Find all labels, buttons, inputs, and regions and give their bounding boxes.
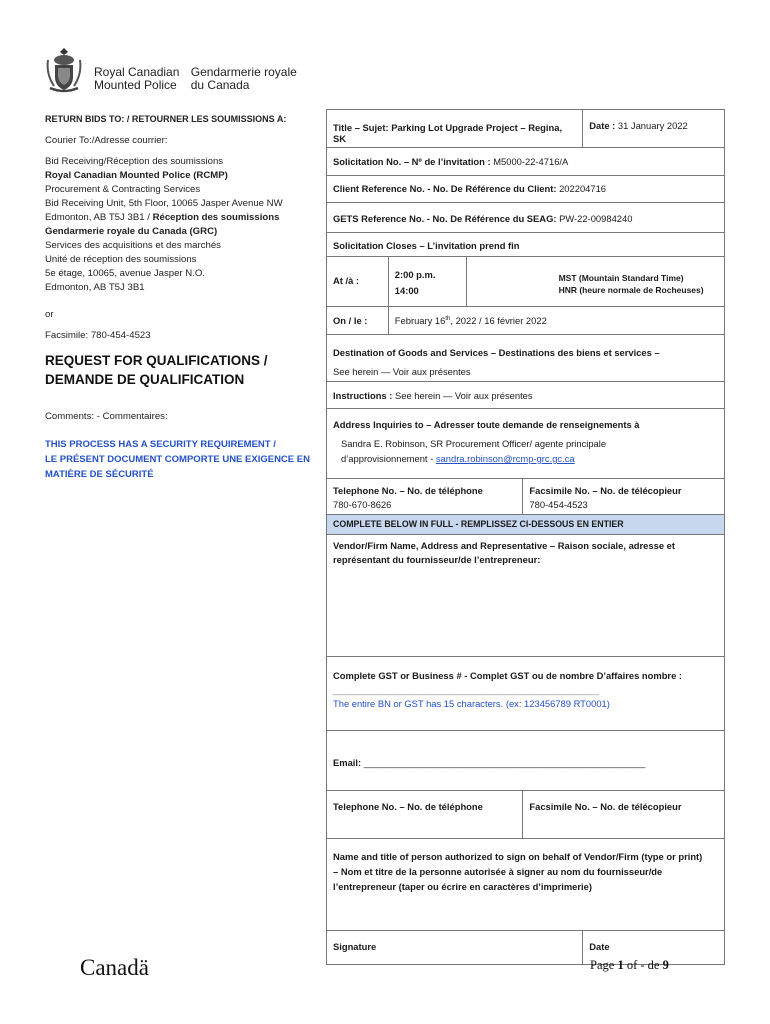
return-address xyxy=(45,155,315,295)
signature-field[interactable]: Signature xyxy=(327,931,583,965)
client-reference-value: 202204716 xyxy=(559,183,607,194)
address-line-text: Bid Receiving/Réception des soumissions xyxy=(45,156,224,167)
email-input-line[interactable]: ______________________________________________________ xyxy=(363,757,646,768)
facsimile-cell xyxy=(523,479,725,515)
instructions-cell xyxy=(327,382,725,409)
address-line xyxy=(45,183,315,197)
rfq-title-line2: DEMANDE DE QUALIFICATION xyxy=(45,372,245,387)
on-label: On / le : xyxy=(327,307,389,335)
address-line-text: Procurement & Contracting Services xyxy=(45,184,201,195)
gst-label: Complete GST or Business # - Complet GST ou de nombre D’affaires nombre : xyxy=(333,670,683,681)
page-current: 1 xyxy=(617,958,624,972)
address-line xyxy=(45,197,315,211)
closing-date-cell xyxy=(388,307,724,335)
closing-date-suffix: th xyxy=(445,315,451,322)
authorized-person-field[interactable]: Name and title of person authorized to sign on behalf of Vendor/Firm (type or print) – Nom et titre de la personne autorisée à signer au nom du fournisseur/de l’entrepreneur (taper ou écrire en caractères d’imprimerie) xyxy=(327,839,725,931)
security-line1: THIS PROCESS HAS A SECURITY REQUIREMENT / xyxy=(45,439,276,450)
return-bids-heading: RETURN BIDS TO: / RETOURNER LES SOUMISSIONS A: xyxy=(45,114,287,124)
gets-reference-value: PW-22-00984240 xyxy=(559,213,633,224)
solicitation-closes-label: Solicitation Closes – L’invitation prend fin xyxy=(327,233,725,257)
client-reference-label: Client Reference No. - No. De Référence du Client: xyxy=(333,183,557,194)
client-reference-cell xyxy=(327,176,725,203)
facsimile-value: 780-454-4523 xyxy=(529,499,588,510)
gst-hint: The entire BN or GST has 15 characters. (ex: 123456789 RT0001) xyxy=(333,698,610,709)
security-line3: MATIÈRE DE SÉCURITÉ xyxy=(45,469,154,480)
telephone-value: 780-670-8626 xyxy=(333,499,392,510)
gets-reference-label: GETS Reference No. - No. De Référence du SEAG: xyxy=(333,213,557,224)
organization-name xyxy=(94,66,305,91)
rfq-title-line1: REQUEST FOR QUALIFICATIONS / xyxy=(45,353,268,368)
solicitation-value: M5000-22-4716/A xyxy=(493,156,569,167)
security-requirement-notice xyxy=(45,437,315,482)
time-zone-fr: HNR (heure normale de Rocheuses) xyxy=(558,285,704,295)
solicitation-label: Solicitation No. – Nº de l’invitation : xyxy=(333,156,491,167)
address-line xyxy=(45,211,315,225)
or-label: or xyxy=(45,309,54,320)
email-cell xyxy=(327,731,725,791)
time-zone-en: MST (Mountain Standard Time) xyxy=(558,273,684,283)
address-line xyxy=(45,155,315,169)
date-cell xyxy=(583,110,725,148)
address-line xyxy=(45,225,315,239)
address-line xyxy=(45,267,315,281)
address-line-text: Edmonton, AB T5J 3B1 / xyxy=(45,212,153,223)
address-line-suffix: Réception des soumissions xyxy=(152,212,280,223)
org-name-en-line1: Royal Canadian xyxy=(94,65,180,79)
vendor-name-field[interactable]: Vendor/Firm Name, Address and Representative – Raison sociale, adresse et représentant du fournisseur/de l’entrepreneur: xyxy=(327,535,725,657)
closing-date-part1: February 16 xyxy=(394,315,446,326)
security-line2: LE PRÉSENT DOCUMENT COMPORTE UNE EXIGENCE EN xyxy=(45,454,310,465)
closing-time-cell xyxy=(388,257,466,307)
facsimile-label: Facsimile: 780-454-4523 xyxy=(45,330,151,341)
address-line-text: Gendarmerie royale du Canada (GRC) xyxy=(45,226,218,237)
at-label: At /à : xyxy=(327,257,389,307)
date-label: Date : xyxy=(589,120,616,131)
destination-label: Destination of Goods and Services – Destinations des biens et services – xyxy=(333,347,660,358)
address-line xyxy=(45,239,315,253)
vendor-facsimile-field[interactable]: Facsimile No. – No. de télécopieur xyxy=(523,791,725,839)
page-number xyxy=(590,958,669,973)
page-total: 9 xyxy=(662,958,669,972)
telephone-cell xyxy=(327,479,523,515)
telephone-label: Telephone No. – No. de téléphone xyxy=(333,485,483,496)
inquiries-email-link[interactable]: sandra.robinson@rcmp-grc.gc.ca xyxy=(435,453,575,464)
inquiries-label: Address Inquiries to – Adresser toute demande de renseignements à xyxy=(333,419,640,430)
time-zone-cell xyxy=(466,257,724,307)
closing-time-12h: 2:00 p.m. xyxy=(394,269,436,280)
vendor-telephone-field[interactable]: Telephone No. – No. de téléphone xyxy=(327,791,523,839)
canada-wordmark: Canadä xyxy=(80,955,149,980)
complete-below-banner: COMPLETE BELOW IN FULL - REMPLISSEZ CI-DESSOUS EN ENTIER xyxy=(327,515,725,535)
page-separator: of - de xyxy=(623,958,663,972)
address-line-text: Bid Receiving Unit, 5th Floor, 10065 Jasper Avenue NW xyxy=(45,198,283,209)
instructions-value: See herein — Voir aux présentes xyxy=(395,390,533,401)
org-name-fr-line2: du Canada xyxy=(190,77,250,92)
solicitation-form xyxy=(326,109,725,965)
org-name-en-line2: Mounted Police xyxy=(94,77,177,92)
facsimile-field-label: Facsimile No. – No. de télécopieur xyxy=(529,485,682,496)
address-line-text: Services des acquisitions et des marchés xyxy=(45,240,221,251)
org-name-fr-line1: Gendarmerie royale xyxy=(190,65,297,79)
title-label: Title – Sujet: xyxy=(333,122,389,133)
destination-value: See herein — Voir aux présentes xyxy=(333,366,471,377)
closing-date-part2: , 2022 / 16 février 2022 xyxy=(450,315,547,326)
gets-reference-cell xyxy=(327,203,725,233)
rfq-title xyxy=(45,351,315,389)
address-line-text: 5e étage, 10065, avenue Jasper N.O. xyxy=(45,268,206,279)
inquiries-contact-line2: d’approvisionnement - xyxy=(341,453,436,464)
instructions-label: Instructions : xyxy=(333,390,393,401)
comments-label: Comments: - Commentaires: xyxy=(45,411,168,422)
address-line-text: Royal Canadian Mounted Police (RCMP) xyxy=(45,170,228,181)
rcmp-crest-icon xyxy=(44,46,84,94)
title-cell xyxy=(327,110,583,148)
signature-date-field[interactable]: Date xyxy=(583,931,725,965)
solicitation-number-cell xyxy=(327,148,725,176)
page-prefix: Page xyxy=(590,958,618,972)
title-value: Parking Lot Upgrade Project – Regina, SK xyxy=(333,122,563,144)
destination-cell xyxy=(327,335,725,382)
date-value: 31 January 2022 xyxy=(617,120,688,131)
address-line-text: Edmonton, AB T5J 3B1 xyxy=(45,282,145,293)
inquiries-contact-line1: Sandra E. Robinson, SR Procurement Officer/ agente principale xyxy=(341,438,607,449)
address-line-text: Unité de réception des soumissions xyxy=(45,254,197,265)
address-line xyxy=(45,281,315,295)
email-label: Email: xyxy=(333,757,362,768)
closing-time-24h: 14:00 xyxy=(394,285,419,296)
address-line xyxy=(45,169,315,183)
gst-input-line[interactable]: ___________________________________________________ xyxy=(333,684,599,695)
inquiries-cell xyxy=(327,409,725,479)
gst-cell xyxy=(327,657,725,731)
courier-label: Courier To:/Adresse courrier: xyxy=(45,135,168,146)
address-line xyxy=(45,253,315,267)
